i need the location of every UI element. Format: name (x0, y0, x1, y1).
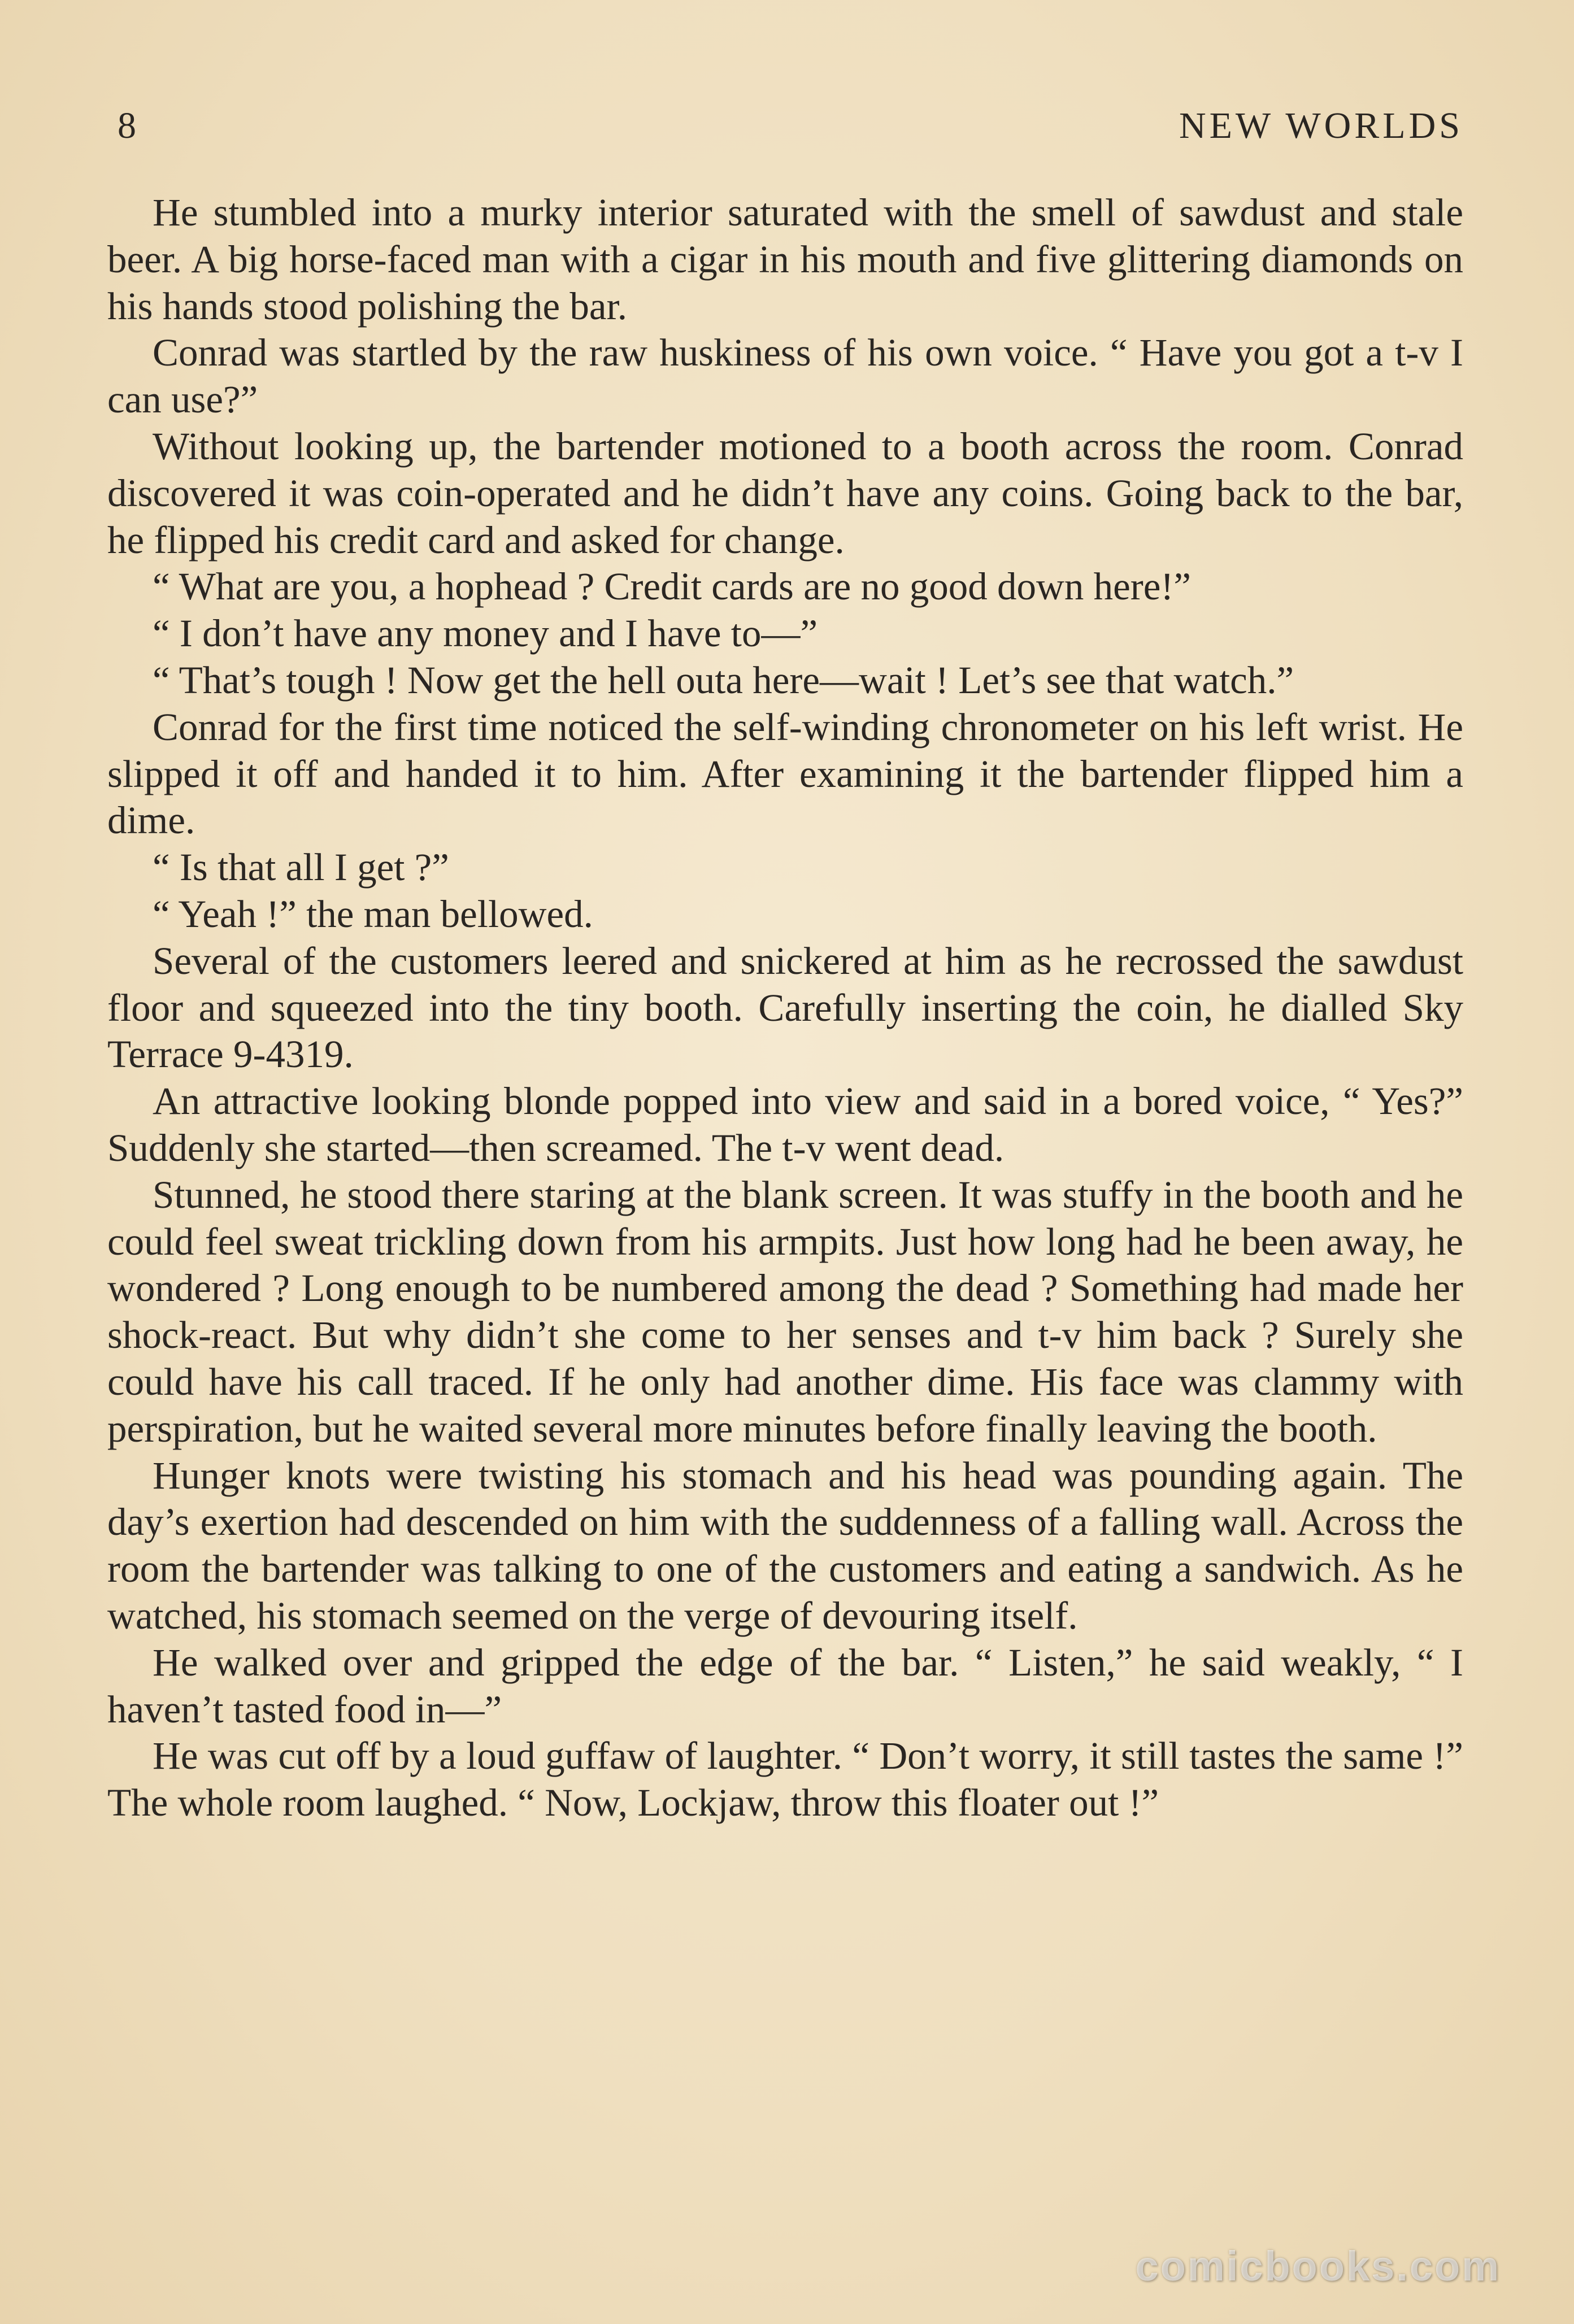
page-number: 8 (118, 105, 138, 146)
watermark: comicbooks.com (1135, 2243, 1501, 2290)
paragraph: He was cut off by a loud guffaw of laughter. “ Don’t worry, it still tastes the same !” The whole room laughed. “ Now, Lockjaw, throw this floater out !” (107, 1734, 1463, 1825)
running-title: NEW WORLDS (1179, 105, 1463, 146)
book-page (107, 93, 1463, 2229)
running-head (107, 93, 1463, 155)
paragraph: He walked over and gripped the edge of the bar. “ Listen,” he said weakly, “ I haven’t tasted food in—” (107, 1640, 1463, 1731)
paragraph: Several of the customers leered and snickered at him as he recrossed the sawdust floor and squeezed into the tiny booth. Carefully inserting the coin, he dialled Sky Terrace 9-4319. (107, 939, 1463, 1076)
paragraph: Stunned, he stood there staring at the blank screen. It was stuffy in the booth and he could feel sweat trickling down from his armpits. Just how long had he been away, he wondered ? Long enough to be numbered among the dead ? Something had made her shock-react. But why didn’t she come to her senses and t-v him back ? Surely she could have his call traced. If he only had another dime. His face was clammy with perspiration, but he waited several more minutes before finally leaving the booth. (107, 1173, 1463, 1450)
paragraph: An attractive looking blonde popped into view and said in a bored voice, “ Yes?” Suddenly she started—then screamed. The t-v went dead. (107, 1080, 1463, 1169)
body-text (107, 189, 1463, 1826)
paragraph: Hunger knots were twisting his stomach and his head was pounding again. The day’s exertion had descended on him with the suddenness of a falling wall. Across the room the bartender was talking to one of the customers and eating a sandwich. As he watched, his stomach seemed on the verge of devouring itself. (107, 1453, 1463, 1637)
paragraph: “ What are you, a hophead ? Credit cards are no good down here!” (153, 565, 1191, 608)
paragraph: Without looking up, the bartender motioned to a booth across the room. Conrad discovered it was coin-operated and he didn’t have any coins. Going back to the bar, he flipped his credit card and asked for change. (107, 424, 1463, 562)
paragraph: “ That’s tough ! Now get the hell outa here—wait ! Let’s see that watch.” (153, 658, 1294, 702)
paragraph: Conrad for the first time noticed the self-winding chronometer on his left wrist. He slipped it off and handed it to him. After examining it the bartender flipped him a dime. (107, 705, 1463, 842)
paragraph: Conrad was startled by the raw huskiness of his own voice. “ Have you got a t-v I can use?” (107, 331, 1463, 421)
paragraph: “ Is that all I get ?” (153, 846, 449, 889)
paragraph: “ I don’t have any money and I have to—” (153, 612, 818, 655)
paragraph: “ Yeah !” the man bellowed. (153, 892, 593, 935)
paragraph: He stumbled into a murky interior saturated with the smell of sawdust and stale beer. A big horse-faced man with a cigar in his mouth and five glittering diamonds on his hands stood polishing the bar. (107, 191, 1463, 328)
